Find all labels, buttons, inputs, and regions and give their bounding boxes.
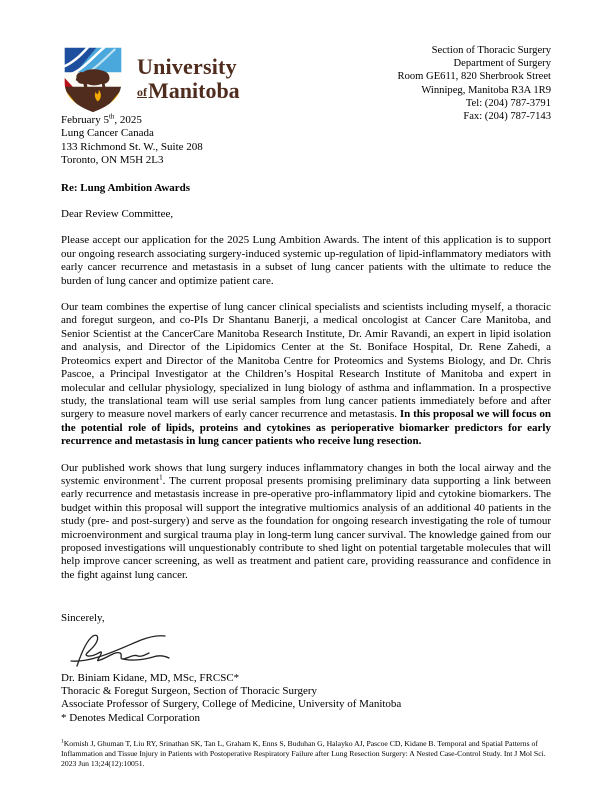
handwritten-signature (69, 630, 179, 672)
dept-phone: Tel: (204) 787-3791 (465, 97, 551, 109)
date-and-recipient-block (61, 114, 551, 168)
subject-line: Re: Lung Ambition Awards (61, 181, 191, 194)
salutation: Dear Review Committee, (61, 208, 174, 221)
wordmark-line1: University (137, 54, 237, 79)
date-ordinal-superscript: th (108, 112, 115, 121)
recipient-city: Toronto, ON M5H 2L3 (61, 154, 164, 167)
closing-sincerely: Sincerely, (61, 612, 105, 625)
letterhead (61, 44, 551, 123)
paragraph-3-text-a: Our published work shows that lung surgery induces inflammatory changes in both the local airway and the systemic environment (61, 461, 551, 487)
dept-fax: Fax: (204) 787-7143 (463, 111, 551, 123)
paragraph-3-text-b: . The current proposal presents promising preliminary data supporting a link between early recurrence and metastasis increase in pre-operative pro-inflammatory lipid and cytokine biomarkers. The budget within this proposal will support the integrative multiomics analysis of an additional 40 patients in the study (pre- and post-surgery) and serve as the foundation for ongoing research investigating the role of tumour microenvironment and surgical trauma play in long-term lung cancer survival. The knowledge gained from our proposed investigations will unquestionably contribute to shed light on potential targetable molecules that will help improve cancer screening, as well as treatment and patient care, providing reassurance and confidence in the fight against lung cancer. (61, 474, 551, 581)
signature-block (61, 672, 551, 726)
signer-title-1: Thoracic & Foregut Surgeon, Section of Thoracic Surgery (61, 685, 317, 697)
footnote-citation (61, 739, 551, 769)
dept-line: Room GE611, 820 Sherbrook Street (397, 71, 551, 83)
department-address-block (398, 44, 552, 123)
footnote-text: Kornish J, Ghuman T, Liu RY, Srinathan SK, Tan L, Graham K, Enns S, Buduhan G, Halayko AJ, Pascoe CD, Kidane B. Temporal and Spatial Patterns of Inflammation and Tissue Injury in Patients with Postoperative Respiratory Failure after Lung Resection Surgery: A Nested Case-Control Study. Int J Mol Sci. 2023 Jun 13;24(12):10051. (61, 739, 546, 769)
wordmark-of: of (137, 85, 147, 99)
paragraph-2-text: Our team combines the expertise of lung cancer clinical specialists and scientists including myself, a thoracic and foregut surgeon, and co-PIs Dr Shantanu Banerji, a medical oncologist at Cancer Care Manitoba, and Senior Scientist at the CancerCare Manitoba Research Institute, Dr. Amir Ravandi, an expert in lipid isolation and analysis, and Director of the Lipidomics Center at the St. Boniface Hospital, Dr. Rene Zahedi, a Proteomics expert and Director of the Manitoba Centre for Proteomics and Systems Biology, and Dr. Chris Pascoe, a Principal Investigator at the Children’s Hospital Research Institute of Manitoba and expert in molecular and cellular physiology, specialized in lung biology of asthma and inflammation. In a prospective study, the translational team will use serial samples from lung cancer patients immediately before and after surgery to measure novel markers of early cancer recurrence and metastasis. (61, 301, 551, 421)
dept-line: Section of Thoracic Surgery (431, 45, 551, 56)
footnote-reference-superscript: 1 (159, 473, 163, 482)
university-of-manitoba-logo (61, 44, 240, 116)
dept-line: Winnipeg, Manitoba R3A 1R9 (421, 84, 551, 96)
dept-line: Department of Surgery (453, 58, 551, 70)
recipient-street: 133 Richmond St. W., Suite 208 (61, 140, 203, 153)
wordmark-manitoba: Manitoba (148, 78, 240, 103)
letter-body (61, 114, 551, 769)
university-crest-icon (61, 44, 125, 116)
paragraph-3 (61, 462, 551, 583)
recipient-name: Lung Cancer Canada (61, 127, 154, 140)
footnote-number: 1 (61, 738, 64, 745)
university-wordmark (137, 44, 240, 102)
signer-title-2: Associate Professor of Surgery, College of Medicine, University of Manitoba (61, 698, 402, 711)
wordmark-line2 (137, 80, 240, 102)
paragraph-2-bold-statement: In this proposal we will focus on the potential role of lipids, proteins and cytokines as perioperative biomarker predictors for early recurrence and metastasis in lung cancer patients who receive lung resection. (61, 408, 551, 448)
paragraph-2 (61, 301, 551, 448)
medical-corporation-note: * Denotes Medical Corporation (61, 711, 200, 724)
signer-name: Dr. Biniam Kidane, MD, MSc, FRCSC* (61, 671, 240, 684)
letter-date: February 5th, 2025 (61, 112, 142, 126)
paragraph-1: Please accept our application for the 2025 Lung Ambition Awards. The intent of this application is to support our ongoing research associating surgery-induced systemic up-regulation of lipid-inflammatory mediators with early cancer recurrence and metastasis in a subset of lung cancer patients with the ultimate to reduce the burden of lung cancer and optimize patient care. (61, 234, 551, 287)
